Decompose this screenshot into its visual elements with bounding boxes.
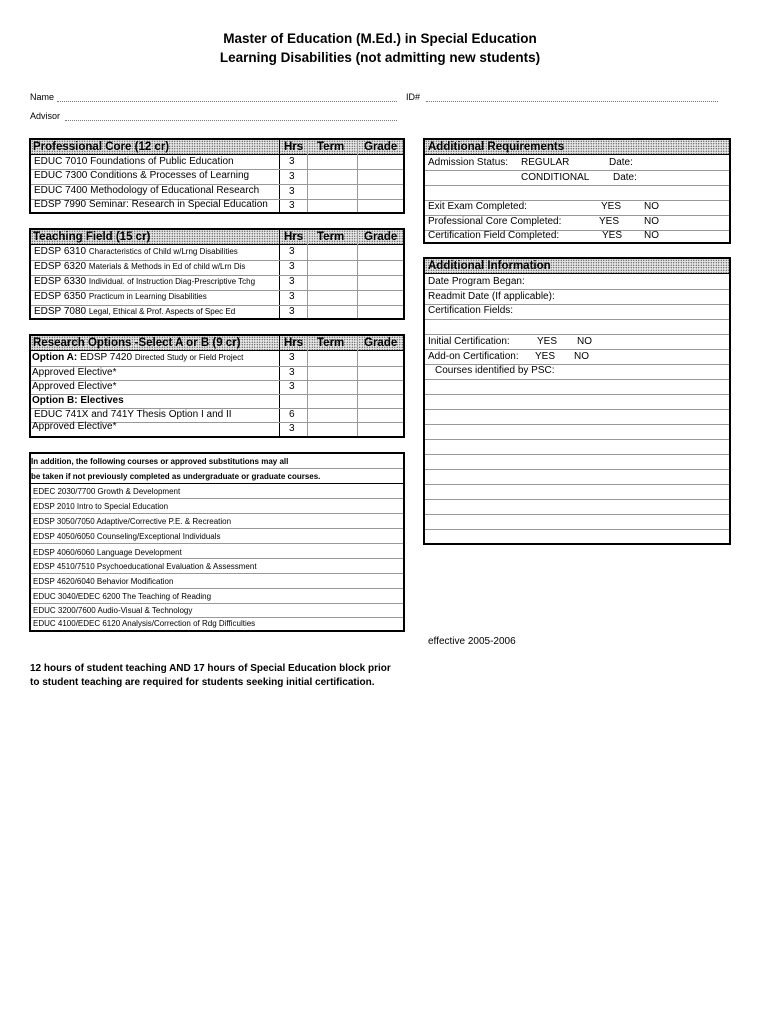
additional-information-box: Additional Information Date Program Began: Readmit Date (If applicable): Certification Fields: Initial Certification: YES NO Add-on Certification: YES NO Courses identified by PSC:: [423, 257, 731, 545]
table-row: EDUC 7300 Conditions & Processes of Learning 3: [31, 170, 403, 185]
teaching-field-table: [29, 228, 405, 320]
table-row: EDSP 6310 Characteristics of Child w/Lrng Disabilities 3: [31, 246, 403, 261]
additional-requirements-box: Additional Requirements Admission Status: REGULAR Date: CONDITIONAL Date: Exit Exam Completed: YES NO Professional Core Completed: YES NO Certification Field Completed: YES NO: [423, 138, 731, 244]
table-row: EDUC 7010 Foundations of Public Education 3: [31, 156, 403, 170]
list-item: EDSP 4050/6050 Counseling/Exceptional Individuals: [31, 529, 403, 544]
core-header: Professional Core (12 cr): [33, 141, 170, 153]
research-col-term: Term: [317, 337, 345, 349]
list-item: EDSP 4620/6040 Behavior Modification: [31, 574, 403, 589]
research-options-table: [29, 334, 405, 438]
list-item: EDUC 3200/7600 Audio-Visual & Technology: [31, 604, 403, 618]
list-item: EDSP 3050/7050 Adaptive/Corrective P.E. & Recreation: [31, 514, 403, 529]
table-row: EDSP 7080 Legal, Ethical & Prof. Aspects of Spec Ed 3: [34, 306, 295, 317]
research-header: Research Options -Select A or B (9 cr): [33, 337, 241, 349]
research-col-grade: Grade: [364, 337, 398, 349]
additional-information-header: Additional Information: [428, 260, 551, 272]
teaching-col-grade: Grade: [364, 231, 398, 243]
teaching-header: Teaching Field (15 cr): [33, 231, 151, 243]
advisor-field[interactable]: [65, 120, 397, 121]
name-label: Name: [30, 92, 55, 102]
research-col-hrs: Hrs: [284, 337, 304, 349]
id-field[interactable]: [426, 101, 718, 102]
id-label: ID#: [406, 92, 421, 102]
effective-date: effective 2005-2006: [428, 636, 516, 647]
name-field[interactable]: [57, 101, 397, 102]
list-item: EDSP 2010 Intro to Special Education: [31, 499, 403, 514]
list-item: EDUC 3040/EDEC 6200 The Teaching of Reading: [31, 589, 403, 604]
table-row: Option B: Electives: [31, 395, 403, 409]
table-row: Approved Elective* 3: [31, 381, 403, 395]
teaching-col-term: Term: [317, 231, 345, 243]
table-row: Approved Elective* 3: [31, 367, 403, 381]
table-row: Approved Elective* 3: [32, 421, 295, 434]
table-row: EDSP 6320 Materials & Methods in Ed of child w/Lrn Dis 3: [31, 261, 403, 276]
page-title: Master of Education (M.Ed.) in Special Education: [223, 31, 537, 46]
table-row: EDSP 6330 Individual. of Instruction Diag-Prescriptive Tchg 3: [31, 276, 403, 291]
advisor-label: Advisor: [30, 111, 61, 121]
core-col-term: Term: [317, 141, 345, 153]
list-item: EDEC 2030/7700 Growth & Development: [31, 484, 403, 499]
list-item: EDUC 4100/EDEC 6120 Analysis/Correction of Rdg Difficulties: [33, 619, 256, 628]
table-row: EDSP 6350 Practicum in Learning Disabilities 3: [31, 291, 403, 306]
page-subtitle: Learning Disabilities (not admitting new students): [219, 50, 541, 65]
substitutions-table: In addition, the following courses or approved substitutions may all be taken if not previously completed as undergraduate or graduate courses. EDEC 2030/7700 Growth & Development EDSP 2010 Intro to Special Education EDSP 3050/7050 Adaptive/Corrective P.E. & Recreation EDSP 4050/6050 Counseling/Exceptional Individuals EDSP 4060/6060 Language Development EDSP 4510/7510 Psychoeducational Evaluation & Assessment EDSP 4620/6040 Behavior Modification EDUC 3040/EDEC 6200 The Teaching of Reading EDUC 3200/7600 Audio-Visual & Technology EDUC 4100/EDEC 6120 Analysis/Correction of Rdg Difficulties: [29, 452, 405, 632]
table-row: EDSP 7990 Seminar: Research in Special Education 3: [34, 199, 295, 211]
list-item: EDSP 4510/7510 Psychoeducational Evaluation & Assessment: [31, 559, 403, 574]
additional-requirements-header: Additional Requirements: [428, 141, 565, 153]
table-row: EDUC 741X and 741Y Thesis Option I and II 6: [31, 409, 403, 423]
table-row: EDUC 7400 Methodology of Educational Research 3: [31, 185, 403, 200]
teaching-col-hrs: Hrs: [284, 231, 304, 243]
professional-core-table: [29, 138, 405, 214]
certification-note: 12 hours of student teaching AND 17 hours of Special Education block prior to student teaching are required for students seeking initial certification.: [30, 663, 391, 688]
core-col-grade: Grade: [364, 141, 398, 153]
table-row: Option A: EDSP 7420 Directed Study or Field Project 3: [31, 352, 403, 367]
list-item: EDSP 4060/6060 Language Development: [31, 544, 403, 559]
core-col-hrs: Hrs: [284, 141, 304, 153]
